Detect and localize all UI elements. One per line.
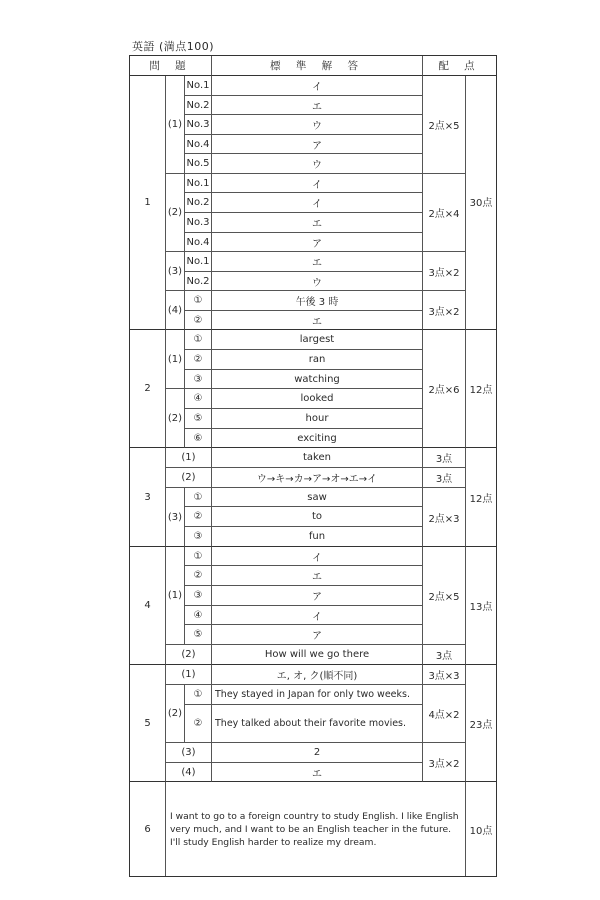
q1-1-answer: ア (212, 135, 423, 154)
q1-1-no: No.4 (185, 135, 212, 154)
q2-answer: largest (212, 330, 423, 350)
q1-1-answer: イ (212, 76, 423, 96)
q5-2-answer: They stayed in Japan for only two weeks. (212, 685, 423, 705)
q1-2-no: No.4 (185, 233, 212, 252)
question-number-3: 3 (130, 448, 166, 547)
q4-1-no: ③ (185, 586, 212, 606)
q3-2-answer: ウ→キ→カ→ア→オ→エ→イ (212, 468, 423, 488)
q5-part1-label: (1) (166, 665, 212, 685)
q1-1-no: No.5 (185, 154, 212, 174)
q5-3-answer: 2 (212, 743, 423, 763)
q1-4-answer: エ (212, 311, 423, 330)
q4-1-no: ④ (185, 606, 212, 625)
q1-4-no: ① (185, 291, 212, 311)
q2-points: 2点×6 (423, 330, 466, 448)
question-number-6: 6 (130, 782, 166, 876)
question-number-1: 1 (130, 76, 166, 330)
q3-part1-label: (1) (166, 448, 212, 468)
q3-3-answer: fun (212, 527, 423, 547)
q3-2-points: 3点 (423, 468, 466, 488)
q5-part4-label: (4) (166, 763, 212, 782)
q1-3-answer: ウ (212, 272, 423, 291)
q1-1-answer: エ (212, 96, 423, 115)
q5-2-no: ② (185, 705, 212, 743)
q3-1-points: 3点 (423, 448, 466, 468)
q2-no: ② (185, 350, 212, 370)
q6-answer: I want to go to a foreign country to study English. I like English very much, and I want to be an English teacher in the future. I'll study English harder to realize my dream. (166, 782, 466, 876)
answer-key-table (129, 55, 497, 877)
q1-part2-label: (2) (166, 174, 185, 252)
q4-part2-label: (2) (166, 645, 212, 665)
q4-1-answer: イ (212, 547, 423, 566)
q4-1-answer: イ (212, 606, 423, 625)
q2-answer: ran (212, 350, 423, 370)
question-number-4: 4 (130, 547, 166, 665)
q3-3-answer: saw (212, 488, 423, 507)
q2-answer: looked (212, 389, 423, 409)
q2-answer: watching (212, 370, 423, 389)
q3-3-no: ① (185, 488, 212, 507)
q4-1-no: ① (185, 547, 212, 566)
q3-part2-label: (2) (166, 468, 212, 488)
q4-1-answer: エ (212, 566, 423, 586)
q4-part1-label: (1) (166, 547, 185, 645)
q1-part4-label: (4) (166, 291, 185, 330)
q1-4-points: 3点×2 (423, 291, 466, 330)
q1-1-no: No.1 (185, 76, 212, 96)
q5-34-points: 3点×2 (423, 743, 466, 782)
q6-total: 10点 (469, 825, 493, 837)
q5-2-no: ① (185, 685, 212, 705)
q4-1-answer: ア (212, 586, 423, 606)
q1-4-answer: 午後 3 時 (212, 291, 423, 311)
q1-3-no: No.2 (185, 272, 212, 291)
q1-3-no: No.1 (185, 252, 212, 272)
q1-1-points: 2点×5 (423, 76, 466, 174)
q1-3-answer: エ (212, 252, 423, 272)
page-title: 英語 (満点100) (132, 40, 215, 53)
q1-2-answer: イ (212, 174, 423, 193)
q1-1-no: No.3 (185, 115, 212, 135)
q4-1-no: ⑤ (185, 625, 212, 645)
q5-1-points: 3点×3 (423, 665, 466, 685)
q1-1-answer: ウ (212, 115, 423, 135)
q3-3-answer: to (212, 507, 423, 527)
q5-1-answer: エ, オ, ク(順不同) (212, 665, 423, 685)
q4-2-points: 3点 (423, 645, 466, 665)
q2-no: ③ (185, 370, 212, 389)
header-points: 配 点 (423, 56, 496, 76)
header-answer: 標 準 解 答 (212, 56, 423, 76)
q1-2-points: 2点×4 (423, 174, 466, 252)
question-number-2: 2 (130, 330, 166, 448)
q3-3-no: ② (185, 507, 212, 527)
q3-1-answer: taken (212, 448, 423, 468)
q4-2-answer: How will we go there (212, 645, 423, 665)
q5-part2-label: (2) (166, 685, 185, 743)
q1-1-no: No.2 (185, 96, 212, 115)
q1-1-answer: ウ (212, 154, 423, 174)
q2-total: 12点 (466, 330, 496, 448)
q5-2-points: 4点×2 (423, 685, 466, 743)
q1-2-answer: エ (212, 213, 423, 233)
q1-2-answer: イ (212, 193, 423, 213)
q5-2-answer: They talked about their favorite movies. (212, 705, 423, 743)
q1-3-points: 3点×2 (423, 252, 466, 291)
q1-2-no: No.1 (185, 174, 212, 193)
q2-answer: hour (212, 409, 423, 429)
q3-3-points: 2点×3 (423, 488, 466, 547)
q1-2-no: No.2 (185, 193, 212, 213)
q2-no: ① (185, 330, 212, 350)
q5-total: 23点 (466, 665, 496, 782)
q4-1-no: ② (185, 566, 212, 586)
q1-2-no: No.3 (185, 213, 212, 233)
q3-total: 12点 (466, 448, 496, 547)
q2-part1-label: (1) (166, 330, 185, 389)
q4-1-points: 2点×5 (423, 547, 466, 645)
question-number-5: 5 (130, 665, 166, 782)
q1-total: 30点 (466, 76, 496, 330)
q1-4-no: ② (185, 311, 212, 330)
q1-2-answer: ア (212, 233, 423, 252)
q1-part1-label: (1) (166, 76, 185, 174)
q3-3-no: ③ (185, 527, 212, 547)
q4-1-answer: ア (212, 625, 423, 645)
q5-part3-label: (3) (166, 743, 212, 763)
q4-total: 13点 (466, 547, 496, 665)
q2-no: ⑥ (185, 429, 212, 448)
q1-part3-label: (3) (166, 252, 185, 291)
q5-4-answer: エ (212, 763, 423, 782)
q2-no: ④ (185, 389, 212, 409)
header-question: 問 題 (130, 56, 212, 76)
q2-answer: exciting (212, 429, 423, 448)
q2-no: ⑤ (185, 409, 212, 429)
q3-part3-label: (3) (166, 488, 185, 547)
q2-part2-label: (2) (166, 389, 185, 448)
